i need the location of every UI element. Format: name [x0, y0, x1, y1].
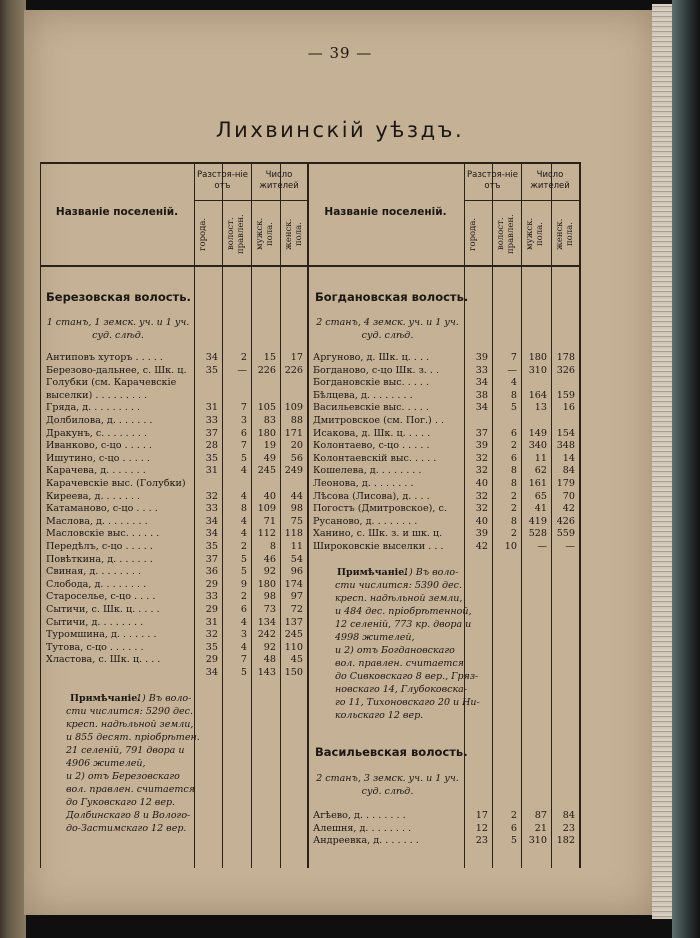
left-header-distance: Разстоя-ніе отъ — [196, 170, 248, 191]
left-cell-f: 97 — [290, 591, 303, 603]
left-cell-g: 34 — [205, 515, 218, 527]
right-settlement-name: Аргуново, д. Шк. ц. . . . — [313, 352, 430, 363]
left-note-line: сти числится: 5290 дес. — [66, 705, 194, 717]
right-cell-m: 11 — [534, 452, 547, 464]
left-cell-v: 5 — [240, 667, 247, 678]
right-settlement-name: Алешня, д. . . . . . . . — [313, 822, 412, 834]
right-cell-v: 8 — [510, 515, 517, 527]
left-cell-v: 8 — [240, 503, 247, 515]
right-settlement-name: Ханино, с. Шк. з. и шк. ц. — [313, 528, 443, 540]
right-settlement-name: Колонтаевскій выс. . . . . — [313, 452, 437, 464]
left-cell-v: 6 — [240, 427, 247, 439]
left-subheader-1: волост. правлен. — [226, 214, 246, 254]
right-cell-f: 559 — [556, 528, 575, 540]
left-note-line: 1) Въ воло- — [136, 692, 192, 704]
left-cell-f: 96 — [290, 566, 303, 578]
right-note-line: 4998 жителей, — [335, 631, 415, 643]
right-settlement-name: Андреевка, д. . . . . . . — [313, 835, 419, 847]
left-cell-m: 180 — [257, 578, 276, 590]
left-cell-m: 8 — [269, 541, 276, 552]
left-cell-f: 137 — [284, 616, 303, 628]
right-settlement-name: Русаново, д. . . . . . . . — [313, 515, 418, 527]
left-settlement-name: Тутова, с-цо . . . . . . — [46, 641, 144, 653]
right-cell-g: 39 — [475, 440, 488, 452]
left-cell-g: 31 — [205, 616, 218, 628]
left-cell-g: 35 — [205, 641, 218, 653]
left-cell-v: 4 — [240, 641, 247, 653]
left-settlement-name: Карачевскіе выс. (Голубки) — [46, 478, 186, 489]
right-volost-note: 2 станъ, 4 земск. уч. и 1 уч. суд. слѣд. — [316, 317, 459, 341]
right-note-line: и 2) отъ Богдановскаго — [335, 644, 455, 656]
right-cell-m: 528 — [528, 528, 547, 540]
left-cell-f: 20 — [290, 440, 303, 452]
left-cell-v: 6 — [240, 604, 247, 615]
left-header-name: Названіе поселеній. — [55, 206, 179, 218]
right-cell-f: 348 — [556, 440, 575, 452]
left-cell-v: — — [237, 364, 247, 376]
left-cell-m: 109 — [257, 503, 276, 515]
right-cell-v: 6 — [510, 452, 517, 464]
right-cell-f: 84 — [562, 810, 575, 821]
right-settlement-name: Леонова, д. . . . . . . . — [313, 478, 414, 489]
left-cell-g: 35 — [205, 452, 218, 464]
right-note-line: 12 селеній, 773 кр. двора и — [335, 618, 472, 630]
left-cell-f: 88 — [290, 415, 303, 426]
left-cell-v: 2 — [240, 591, 247, 603]
right-cell-f: 178 — [556, 352, 575, 363]
left-cell-m: 92 — [263, 566, 276, 578]
table-center-rule — [307, 162, 309, 868]
left-cell-m: 40 — [263, 490, 276, 502]
left-settlement-name: Передѣлъ, с-цо . . . . . — [46, 541, 153, 552]
left-note-line: 4906 жителей, — [66, 757, 146, 769]
left-note-line: Долбинскаго 8 и Волого- — [66, 809, 191, 821]
right-settlement-name: Васильевскіе выс. . . . . — [313, 402, 429, 414]
right-cell-v: 2 — [510, 528, 517, 540]
right-cell-v: 5 — [510, 402, 517, 414]
left-cell-v: 4 — [240, 465, 247, 477]
right-settlement-name: Дмитровское (см. Пог.) . . — [313, 415, 444, 426]
right-header-count: Число жителей — [530, 170, 570, 191]
left-settlement-name: Березово-дальнее, с. Шк. ц. — [46, 364, 187, 376]
right-cell-m: 65 — [534, 490, 547, 502]
left-cell-f: 44 — [290, 490, 303, 502]
right-settlement-name: Агѣево, д. . . . . . . . — [313, 810, 406, 821]
left-cell-m: 180 — [257, 427, 276, 439]
right-cell-f: 16 — [562, 402, 575, 414]
right-cell-g: 32 — [475, 465, 488, 477]
left-settlement-name: Антиповъ хуторъ . . . . . — [46, 352, 163, 363]
right-cell-f: 426 — [556, 515, 575, 527]
right-cell-f: 182 — [556, 835, 575, 847]
left-cell-g: 37 — [205, 427, 218, 439]
right-cell-m: 180 — [528, 352, 547, 363]
left-note-line: и 2) отъ Березовскаго — [66, 770, 180, 782]
right-cell-m: 62 — [534, 465, 547, 477]
right-cell-v: 8 — [510, 389, 517, 401]
right-cell-m: 149 — [528, 427, 547, 439]
right-cell-m: 87 — [534, 810, 547, 821]
right-volost2-title: Васильевская волость. — [315, 745, 468, 759]
right-cell-v: 8 — [510, 465, 517, 477]
left-cell-f: 110 — [284, 641, 303, 653]
book-page — [24, 10, 656, 915]
left-cell-g: 37 — [205, 553, 218, 565]
right-cell-v: 6 — [510, 822, 517, 834]
right-note-line: вол. правлен. считается — [335, 657, 464, 669]
right-cell-f: 159 — [556, 389, 575, 401]
right-cell-v: 2 — [510, 503, 517, 515]
right-cell-g: 39 — [475, 528, 488, 540]
page-stack-edge — [652, 4, 672, 919]
right-cell-f: 23 — [562, 822, 575, 834]
left-cell-m: 98 — [263, 591, 276, 603]
right-cell-m: 340 — [528, 440, 547, 452]
left-cell-g: 31 — [205, 402, 218, 414]
left-settlement-name: Хластова, с. Шк. ц. . . . — [46, 654, 161, 666]
right-cell-g: 17 — [475, 810, 488, 821]
left-cell-m: 105 — [257, 402, 276, 414]
left-cell-m: 71 — [263, 515, 276, 527]
left-cell-g: 33 — [205, 591, 218, 603]
left-cell-f: 249 — [284, 465, 303, 477]
right-note-line: 1) Въ воло- — [403, 566, 459, 578]
left-cell-m: 134 — [257, 616, 276, 628]
left-cell-f: 171 — [284, 427, 303, 439]
left-cell-f: 174 — [284, 578, 303, 590]
left-cell-g: 32 — [205, 490, 218, 502]
left-cell-m: 46 — [263, 553, 276, 565]
left-settlement-name: Долбилова, д. . . . . . . — [46, 415, 153, 426]
left-cell-v: 7 — [240, 654, 247, 666]
left-volost-title: Березовская волость. — [46, 290, 191, 304]
left-subheader-0: города. — [198, 217, 208, 251]
left-settlement-name: Сытичи, с. Шк. ц. . . . . — [46, 604, 160, 615]
table-top-rule — [40, 162, 579, 164]
left-settlement-name: Староселье, с-цо . . . . — [46, 591, 156, 603]
table-right-rule — [579, 162, 581, 868]
left-cell-v: 4 — [240, 616, 247, 628]
left-cell-f: 109 — [284, 402, 303, 414]
left-cell-v: 5 — [240, 553, 247, 565]
left-cell-m: 73 — [263, 604, 276, 615]
right-note-line: и 484 дес. пріобрѣтенной, — [335, 605, 472, 617]
left-cell-g: 29 — [205, 578, 218, 590]
left-settlement-name: Туромшина, д. . . . . . . — [46, 629, 157, 641]
left-note-line: и 855 десят. пріобрѣтен. — [66, 731, 200, 743]
left-cell-v: 4 — [240, 528, 247, 540]
left-cell-f: 98 — [290, 503, 303, 515]
left-subhead-rule-count — [251, 200, 307, 201]
right-cell-v: 4 — [510, 377, 517, 389]
left-cell-v: 2 — [240, 541, 247, 552]
left-cell-v: 3 — [240, 415, 247, 426]
right-cell-f: 326 — [556, 364, 575, 376]
left-cell-f: 45 — [290, 654, 303, 666]
left-settlement-name: Киреева, д. . . . . . . — [46, 490, 141, 502]
left-cell-v: 4 — [240, 490, 247, 502]
right-cell-g: 34 — [475, 377, 488, 389]
left-cell-m: 49 — [263, 452, 276, 464]
left-cell-v: 2 — [240, 352, 247, 363]
right-cell-v: 10 — [504, 541, 517, 552]
left-cell-v: 4 — [240, 515, 247, 527]
right-cell-g: 38 — [475, 389, 488, 401]
right-cell-m: 41 — [534, 503, 547, 515]
left-settlement-name: Карачева, д. . . . . . . — [46, 465, 146, 477]
right-cell-v: 2 — [510, 810, 517, 821]
left-cell-g: 29 — [205, 654, 218, 666]
left-settlement-name: Слобода, д. . . . . . . . — [46, 578, 147, 590]
left-header-count: Число жителей — [259, 170, 299, 191]
left-cell-g: 32 — [205, 629, 218, 641]
right-cell-f: 14 — [562, 452, 575, 464]
right-cell-g: 32 — [475, 452, 488, 464]
left-cell-m: 242 — [257, 629, 276, 641]
left-note-line: кресп. надѣльной земли, — [66, 718, 194, 730]
left-cell-m: 92 — [263, 641, 276, 653]
left-cell-m: 112 — [257, 528, 276, 540]
left-cell-f: 118 — [284, 528, 303, 540]
left-cell-g: 34 — [205, 667, 218, 678]
right-settlement-name: Бѣлцева, д. . . . . . . . — [313, 389, 413, 401]
left-volost-note: 1 станъ, 1 земск. уч. и 1 уч. суд. слѣд. — [46, 317, 190, 341]
right-settlement-name: Широковскіе выселки . . . — [313, 541, 444, 552]
page-title: Лихвинскій уѣздъ. — [215, 118, 465, 142]
left-cell-m: 143 — [257, 667, 276, 678]
right-cell-g: 40 — [475, 515, 488, 527]
right-cell-g: 12 — [475, 822, 488, 834]
right-cell-f: 42 — [562, 503, 575, 515]
left-note-line: вол. правлен. считается — [66, 783, 195, 795]
left-cell-v: 5 — [240, 566, 247, 578]
right-cell-m: 164 — [528, 389, 547, 401]
left-settlement-name: Маслова, д. . . . . . . . — [46, 515, 148, 527]
left-cell-g: 34 — [205, 352, 218, 363]
left-cell-m: 15 — [263, 352, 276, 363]
right-settlement-name: Богданово, с-цо Шк. з. . . — [313, 364, 440, 376]
left-cell-g: 35 — [205, 541, 218, 552]
right-cell-g: 32 — [475, 490, 488, 502]
right-note-line: сти числится: 5390 дес. — [335, 579, 463, 591]
right-cell-v: — — [507, 364, 517, 376]
page-number: — 39 — — [307, 44, 373, 62]
left-cell-g: 34 — [205, 528, 218, 540]
right-settlement-name: Кошелева, д. . . . . . . . — [313, 465, 422, 477]
left-cell-v: 5 — [240, 452, 247, 464]
left-cell-g: 36 — [205, 566, 218, 578]
right-cell-m: 310 — [528, 835, 547, 847]
right-volost2-note: 2 станъ, 3 земск. уч. и 1 уч. суд. слѣд. — [316, 773, 459, 797]
right-cell-m: 13 — [534, 402, 547, 414]
left-settlement-name: Масловскіе выс. . . . . . — [46, 528, 160, 540]
left-cell-f: 75 — [290, 515, 303, 527]
right-cell-v: 2 — [510, 440, 517, 452]
left-note-line: до-Застимскаго 12 вер. — [66, 822, 187, 834]
left-settlement-name: Свиная, д. . . . . . . . — [46, 566, 142, 578]
left-settlement-name: Повѣткина, д. . . . . . . — [46, 553, 153, 565]
right-cell-f: — — [565, 541, 575, 552]
right-cell-g: 23 — [475, 835, 488, 847]
book-cover-edge — [672, 0, 700, 938]
right-cell-v: 7 — [510, 352, 517, 363]
left-cell-f: 245 — [284, 629, 303, 641]
left-cell-f: 56 — [290, 452, 303, 464]
right-settlement-name: Исакова, д. Шк. ц. . . . . — [313, 427, 431, 439]
left-cell-f: 54 — [290, 553, 303, 565]
left-cell-f: 17 — [290, 352, 303, 363]
left-settlement-name: Катаманово, с-цо . . . . — [46, 503, 158, 515]
left-cell-m: 83 — [263, 415, 276, 426]
right-settlement-name: Лѣсова (Лисова), д. . . . — [313, 490, 430, 502]
right-cell-g: 39 — [475, 352, 488, 363]
right-header-name: Названіе поселеній. — [324, 206, 447, 218]
right-cell-m: — — [537, 541, 547, 552]
left-cell-f: 226 — [284, 364, 303, 376]
right-note-line: новскаго 14, Глубоковска- — [335, 683, 467, 695]
left-cell-v: 7 — [240, 440, 247, 452]
left-settlement-name: Ишутино, с-цо . . . . . — [46, 452, 150, 464]
right-subheader-1: волост. правлен. — [496, 214, 516, 254]
left-cell-m: 19 — [263, 440, 276, 452]
right-note-label: Примѣчаніе. — [337, 566, 408, 578]
left-cell-m: 245 — [257, 465, 276, 477]
right-cell-f: 154 — [556, 427, 575, 439]
left-cell-g: 35 — [205, 364, 218, 376]
right-cell-m: 419 — [528, 515, 547, 527]
right-subhead-rule-dist — [464, 200, 521, 201]
table-left-rule — [40, 162, 41, 868]
left-cell-g: 28 — [205, 440, 218, 452]
right-cell-v: 2 — [510, 490, 517, 502]
right-note-line: кресп. надѣльной земли, — [335, 592, 463, 604]
left-subhead-rule-dist — [194, 200, 251, 201]
left-cell-g: 29 — [205, 604, 218, 615]
right-cell-g: 40 — [475, 478, 488, 489]
left-note-line: 21 селеній, 791 двора и — [66, 744, 185, 756]
right-cell-g: 33 — [475, 364, 488, 376]
left-note-line: до Гуковскаго 12 вер. — [66, 796, 176, 808]
left-cell-f: 72 — [290, 604, 303, 615]
adjacent-page-edge — [0, 0, 26, 938]
right-subheader-3: женск. пола. — [555, 218, 575, 250]
right-cell-g: 34 — [475, 402, 488, 414]
right-cell-v: 8 — [510, 478, 517, 489]
right-cell-f: 179 — [556, 478, 575, 489]
left-subheader-3: женск. пола. — [284, 218, 304, 250]
right-cell-v: 6 — [510, 427, 517, 439]
left-cell-v: 7 — [240, 402, 247, 414]
right-settlement-name: Погостъ (Дмитровское), с. — [313, 503, 447, 515]
right-cell-g: 42 — [475, 541, 488, 552]
left-cell-m: 48 — [263, 654, 276, 666]
left-subheader-2: мужск. пола. — [255, 217, 275, 251]
right-settlement-name: Колонтаево, с-цо . . . . . — [313, 440, 430, 452]
right-note-line: до Сивковскаго 8 вер., Гряз- — [335, 670, 479, 682]
left-settlement-name: Голубки (см. Карачевскіе — [46, 377, 177, 389]
left-cell-f: 150 — [284, 667, 303, 678]
left-settlement-name: Дракунъ, с. . . . . . . . — [46, 427, 148, 439]
left-settlement-name: Сытичи, д. . . . . . . . — [46, 616, 144, 628]
right-subhead-rule-count — [521, 200, 579, 201]
left-cell-g: 33 — [205, 415, 218, 426]
right-cell-g: 32 — [475, 503, 488, 515]
right-note-line: кольскаго 12 вер. — [335, 709, 424, 721]
right-note-line: го 11, Тихоновскаго 20 и Ни- — [335, 696, 480, 708]
left-cell-v: 3 — [240, 629, 247, 641]
right-cell-v: 5 — [510, 835, 517, 847]
left-cell-v: 9 — [240, 578, 247, 590]
right-cell-f: 84 — [562, 465, 575, 477]
right-subheader-0: города. — [468, 217, 478, 251]
right-cell-g: 37 — [475, 427, 488, 439]
table-header-rule — [40, 265, 579, 267]
left-settlement-name: Гряда, д. . . . . . . . . — [46, 402, 141, 414]
left-settlement-name: выселки) . . . . . . . . . — [46, 389, 148, 401]
right-cell-m: 161 — [528, 478, 547, 489]
left-note-label: Примѣчаніе. — [70, 692, 141, 704]
right-subheader-2: мужск. пола. — [525, 217, 545, 251]
right-cell-m: 310 — [528, 364, 547, 376]
left-cell-m: 226 — [257, 364, 276, 376]
right-cell-m: 21 — [534, 822, 547, 834]
right-cell-f: 70 — [562, 490, 575, 502]
right-volost-title: Богдановская волость. — [315, 290, 469, 304]
left-cell-f: 11 — [290, 541, 303, 552]
left-cell-g: 31 — [205, 465, 218, 477]
left-cell-g: 33 — [205, 503, 218, 515]
right-header-distance: Разстоя-ніе отъ — [466, 170, 518, 191]
left-settlement-name: Иванково, с-цо . . . . . — [46, 440, 152, 452]
right-settlement-name: Богдановскіе выс. . . . . — [313, 377, 430, 389]
